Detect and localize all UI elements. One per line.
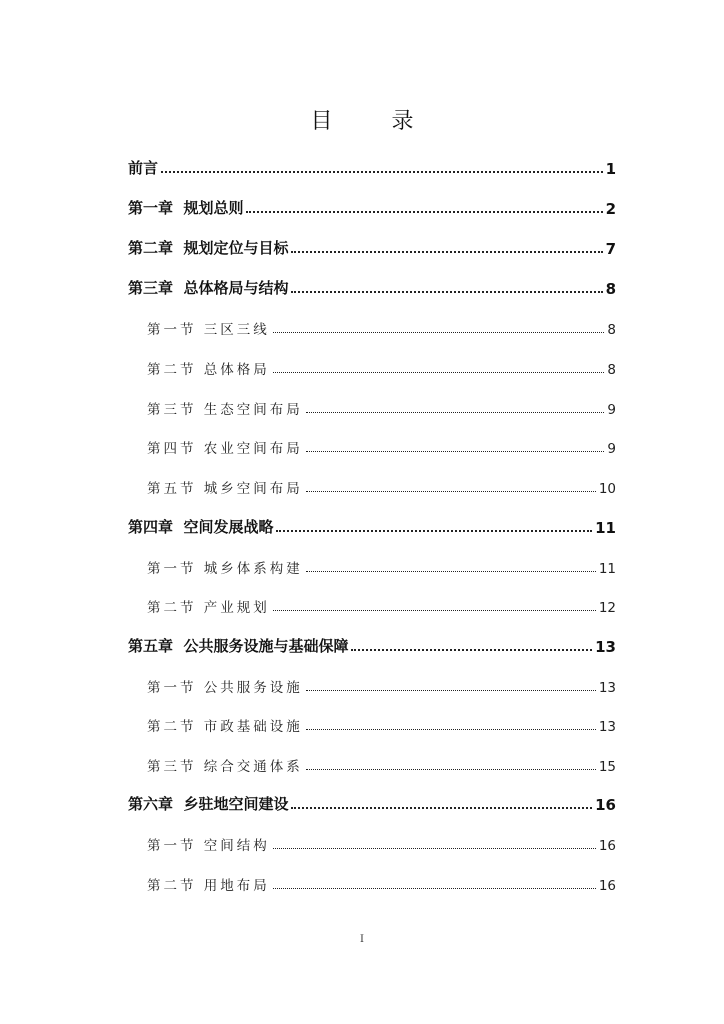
dot-leader (306, 491, 596, 492)
toc-entry-chapter-6[interactable] (128, 792, 616, 814)
toc-entry-page: 9 (607, 402, 616, 418)
toc-entry-label: 第三节 综合交通体系 (147, 759, 303, 775)
toc-entry-label: 第一节 三区三线 (147, 322, 270, 338)
toc-entry-section[interactable] (147, 753, 616, 775)
dot-leader (246, 211, 602, 213)
toc-entry-label: 第二章 规划定位与目标 (128, 239, 289, 257)
page-number: I (360, 934, 364, 945)
dot-leader (306, 571, 596, 572)
toc-entry-label: 第二节 总体格局 (147, 362, 270, 378)
toc-entry-section[interactable] (147, 356, 616, 378)
toc-entry-section[interactable] (147, 396, 616, 418)
toc-entry-page: 13 (598, 719, 616, 735)
toc-entry-label: 第三节 生态空间布局 (147, 402, 303, 418)
toc-entry-page: 16 (598, 878, 616, 894)
toc-entry-page: 9 (607, 441, 616, 457)
dot-leader (273, 332, 605, 333)
dot-leader (306, 729, 596, 730)
toc-title: 目 录 (310, 109, 440, 134)
dot-leader (306, 769, 596, 770)
toc-entry-page: 7 (605, 240, 616, 258)
dot-leader (273, 848, 596, 849)
toc-entry-label: 第五章 公共服务设施与基础保障 (128, 637, 349, 655)
toc-entry-preface[interactable] (128, 156, 616, 178)
toc-entry-label: 第三章 总体格局与结构 (128, 279, 289, 297)
toc-entry-label: 第二节 市政基础设施 (147, 719, 303, 735)
toc-entry-label: 前言 (128, 159, 159, 177)
toc-entry-chapter-5[interactable] (128, 634, 616, 656)
dot-leader (273, 372, 605, 373)
dot-leader (351, 649, 592, 651)
dot-leader (291, 251, 602, 253)
toc-entry-label: 第一节 城乡体系构建 (147, 561, 303, 577)
toc-entry-page: 12 (598, 600, 616, 616)
dot-leader (306, 690, 596, 691)
toc-entry-section[interactable] (147, 594, 616, 616)
toc-entry-page: 13 (595, 638, 616, 656)
toc-entry-label: 第二节 用地布局 (147, 878, 270, 894)
toc-entry-page: 13 (598, 680, 616, 696)
toc-entry-section[interactable] (147, 832, 616, 854)
toc-entry-section[interactable] (147, 435, 616, 457)
toc-entry-label: 第四节 农业空间布局 (147, 441, 303, 457)
toc-entry-section[interactable] (147, 674, 616, 696)
toc-entry-label: 第一节 空间结构 (147, 838, 270, 854)
toc-entry-page: 11 (595, 519, 616, 537)
toc-entry-section[interactable] (147, 713, 616, 735)
toc-entry-page: 8 (605, 280, 616, 298)
dot-leader (273, 888, 596, 889)
toc-entry-section[interactable] (147, 555, 616, 577)
toc-entry-chapter-3[interactable] (128, 276, 616, 298)
toc-entry-label: 第五节 城乡空间布局 (147, 481, 303, 497)
dot-leader (291, 807, 592, 809)
toc-entry-page: 1 (605, 160, 616, 178)
toc-entry-page: 10 (598, 481, 616, 497)
toc-entry-page: 15 (598, 759, 616, 775)
toc-entry-chapter-1[interactable] (128, 196, 616, 218)
dot-leader (161, 171, 603, 173)
toc-entry-page: 16 (598, 838, 616, 854)
toc-entry-page: 2 (605, 200, 616, 218)
dot-leader (306, 451, 605, 452)
toc-entry-label: 第六章 乡驻地空间建设 (128, 795, 289, 813)
toc-entry-chapter-2[interactable] (128, 236, 616, 258)
toc-entry-label: 第一章 规划总则 (128, 199, 244, 217)
dot-leader (276, 530, 592, 532)
toc-entry-page: 16 (595, 796, 616, 814)
toc-entry-section[interactable] (147, 475, 616, 497)
dot-leader (306, 412, 605, 413)
toc-entry-chapter-4[interactable] (128, 515, 616, 537)
toc-entry-section[interactable] (147, 316, 616, 338)
toc-entry-label: 第四章 空间发展战略 (128, 518, 274, 536)
toc-entry-label: 第一节 公共服务设施 (147, 680, 303, 696)
dot-leader (291, 291, 602, 293)
dot-leader (273, 610, 596, 611)
toc-entry-page: 11 (598, 561, 616, 577)
toc-entry-page: 8 (607, 322, 616, 338)
toc-entry-page: 8 (607, 362, 616, 378)
toc-entry-section[interactable] (147, 872, 616, 894)
toc-entry-label: 第二节 产业规划 (147, 600, 270, 616)
